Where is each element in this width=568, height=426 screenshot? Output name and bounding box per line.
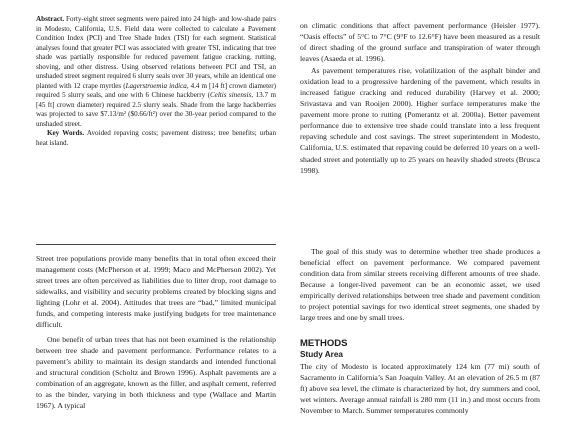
keywords-label: Key Words. — [47, 129, 85, 137]
abstract-species-2: Celtis sinensis — [209, 91, 252, 99]
right-paragraph-2: As pavement temperatures rise, volatilization of the asphalt binder and oxidation lead to a progressive hardening of the pavement, which results in increased fatigue cracking and reduced durability (Harvey et al. 2000; Srivastava and van Rooijen 2000). Higher surface temperatures make the pavement more prone to rutting (Pomerantz et al. 2000a). Better pavement performance due to extensive tree shade could translate into a less frequent repaving schedule and cost savings. The street superintendent in Modesto, California, U.S. estimated that repaving could be deferred 10 years on a well-shaded street and potentially up to 25 years on heavily shaded streets (Brusca 1998). — [300, 66, 540, 175]
study-area-heading: Study Area — [300, 350, 343, 359]
abstract-text-a: Forty-eight street segments were paired into 24 high- and low-shade pairs in Modesto, California, U.S. Field data were collected to calculate a Pavement Condition Index (PCI) and Tree Shade Index (TSI) for each segment. Statistical analyses found that greater PCI was associated with greater TSI, indicating that tree shade was partially responsible for reduced pavement fatigue cracking, rutting, shoving, and other distress. Using observed relations between PCI and TSI, an unshaded street segment required 6 slurry seals over 30 years, while an identical one planted with 12 crape myrtles ( — [36, 15, 276, 90]
keywords-paragraph — [36, 129, 276, 148]
right-paragraph-4: The city of Modesto is located approximately 124 km (77 mi) south of Sacramento in California’s San Joaquin Valley. At an elevation of 26.5 m (87 ft) above sea level, the climate is characterized by hot, dry summers and cool, wet winters. Average annual rainfall is 280 mm (11 in.) and most occurs from November to March. Summer temperatures commonly — [300, 362, 540, 416]
abstract-text-c: , 4.4 m [14 ft] crown diameter) required 5 slurry seals, and one with 6 Chinese hackberry ( — [36, 81, 276, 99]
left-paragraph-1: Street tree populations provide many benefits that in total often exceed their management costs (McPherson et al. 1999; Maco and McPherson 2002). Yet street trees are often perceived as liabilities due to litter drop, root damage to sidewalks, and visibility and security problems created by blocking signs and lighting (Lohr et al. 2004). Attitudes that trees are “bad,” limited municipal funds, and competing interests make justifying budgets for tree maintenance difficult. — [36, 254, 276, 330]
methods-heading: METHODS — [300, 338, 348, 349]
right-paragraph-3: The goal of this study was to determine whether tree shade produces a beneficial effect on pavement performance. We compared pavement condition data from similar streets receiving different amounts of tree shade. Because a longer-lived pavement can be an economic asset, we used empirically derived relationships between tree shade and pavement condition to project potential savings for two identical street segments, one shaded by large trees and one by small trees. — [300, 247, 540, 323]
left-paragraph-2: One benefit of urban trees that has not been examined is the relationship between tree shade and pavement performance. Performance relates to a pavement’s ability to maintain its design standards and intended functional and structural condition (Scholtz and Brown 1996). Asphalt pavements are a combination of an aggregate, known as the filler, and asphalt cement, referred to as the binder, varying in both thickness and type (Wallace and Martin 1967). A typical — [36, 335, 276, 411]
abstract-divider — [36, 244, 276, 245]
abstract-species-1: Lagerstroemia indica — [125, 81, 187, 90]
abstract-label: Abstract. — [36, 15, 65, 23]
abstract-paragraph — [36, 15, 276, 129]
keywords-text: Avoided repaving costs; pavement distress; tree benefits; urban heat island. — [36, 129, 276, 147]
abstract-text-e: , 13.7 m [45 ft] crown diameter) required 2.5 slurry seals. Shade from the large hackberries was projected to save $7.13/m² ($0.66/ft²) over the 30-year period compared to the unshaded street. — [36, 91, 276, 128]
abstract-block — [36, 15, 276, 148]
right-paragraph-1: on climatic conditions that affect pavement performance (Heisler 1977). “Oasis effects” of 5°C to 7°C (9°F to 12.6°F) have been measured as a result of direct shading of the ground surface and transpiration of water through leaves (Asaeda et al. 1996). — [300, 21, 540, 64]
